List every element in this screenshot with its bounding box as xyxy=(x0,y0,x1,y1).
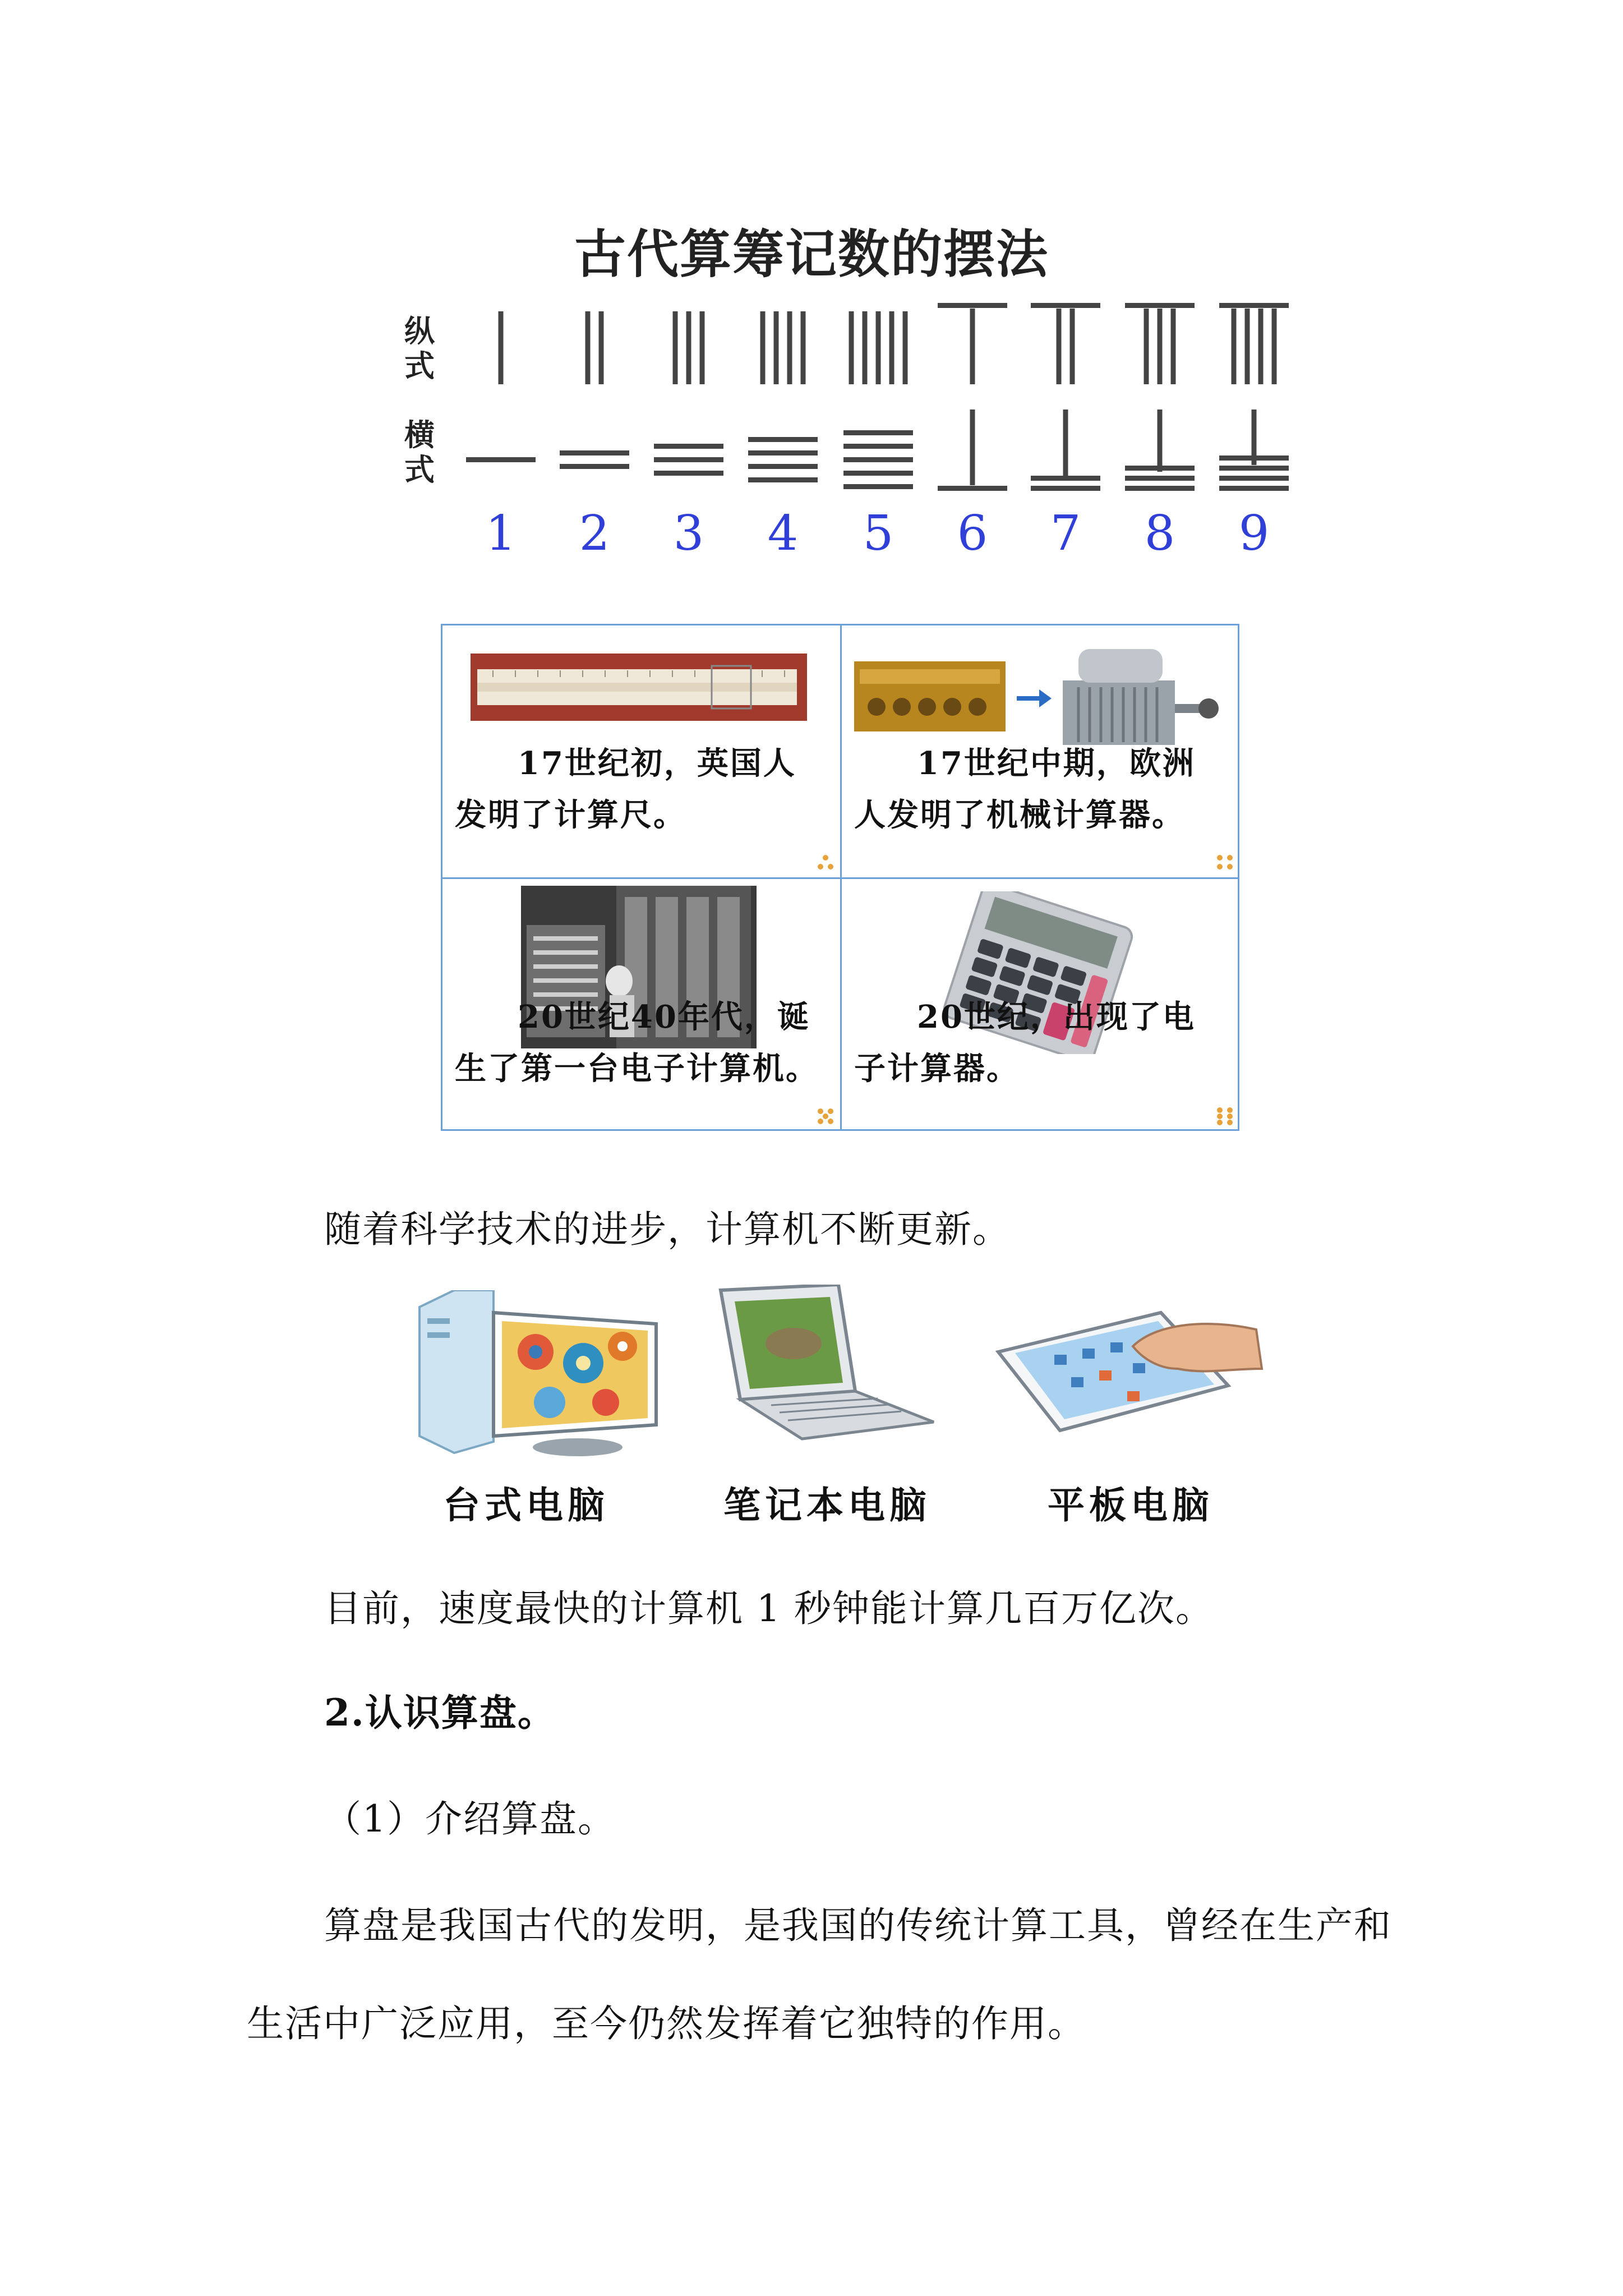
horizontal-rod-2 xyxy=(560,450,629,455)
horizontal-rod-9 xyxy=(1219,455,1289,461)
vertical-rod-5 xyxy=(863,311,868,384)
vertical-rod-5 xyxy=(849,311,854,384)
digit-label-9: 9 xyxy=(1238,505,1270,562)
slide-rule-image xyxy=(471,654,807,721)
vertical-rod-4 xyxy=(760,311,766,384)
horizontal-rod-5 xyxy=(843,457,913,462)
corner-dots-icon xyxy=(817,1107,834,1125)
mechanical-calculator-image xyxy=(854,642,1235,749)
horizontal-rod-9 xyxy=(1219,466,1289,471)
progress-paragraph: 随着科学技术的进步，计算机不断更新。 xyxy=(324,1208,1011,1251)
horizontal-rod-7 xyxy=(1031,486,1100,491)
cell-4-line1: 20世纪，出现了电 xyxy=(917,999,1196,1036)
vertical-rod-3 xyxy=(686,311,691,384)
tablet-label: 平板电脑 xyxy=(1048,1483,1214,1527)
horizontal-rod-4 xyxy=(748,450,818,455)
history-cell-eniac xyxy=(442,879,840,1131)
horizontal-rod-2 xyxy=(560,464,629,469)
vertical-rod-bar-8 xyxy=(1125,303,1195,308)
horizontal-rod-5 xyxy=(843,471,913,476)
vertical-rod-7 xyxy=(1070,309,1075,384)
subheading: （1）介绍算盘。 xyxy=(324,1797,616,1841)
vertical-label: 纵 式 xyxy=(404,314,435,384)
horizontal-rod-8 xyxy=(1125,486,1195,491)
horizontal-rod-8 xyxy=(1125,466,1195,471)
horizontal-label: 横 式 xyxy=(404,417,435,487)
vertical-rod-5 xyxy=(876,311,881,384)
vertical-rod-3 xyxy=(673,311,678,384)
digit-label-7: 7 xyxy=(1050,505,1081,562)
horizontal-rod-stem-7 xyxy=(1063,409,1068,478)
vertical-rod-8 xyxy=(1171,309,1176,384)
vertical-rod-bar-6 xyxy=(938,303,1007,308)
vertical-rod-4 xyxy=(787,311,792,384)
cell-2-line2: 人发明了机械计算器。 xyxy=(854,797,1185,834)
digit-label-8: 8 xyxy=(1144,505,1175,562)
rods-title: 古代算筹记数的摆法 xyxy=(574,224,1049,284)
tablet-image xyxy=(993,1307,1267,1436)
history-cell-mechanical-calculator xyxy=(842,625,1239,877)
digit-label-1: 1 xyxy=(485,505,517,562)
laptop-image xyxy=(709,1285,945,1458)
vertical-rod-4 xyxy=(774,311,779,384)
vertical-rod-9 xyxy=(1272,309,1277,384)
horizontal-rod-stem-6 xyxy=(970,409,975,485)
horizontal-rod-9 xyxy=(1219,486,1289,491)
cell-2-line1: 17世纪中期，欧洲 xyxy=(917,745,1196,782)
history-cell-slide-rule xyxy=(442,625,840,877)
vertical-rod-7 xyxy=(1057,309,1062,384)
digit-label-2: 2 xyxy=(579,505,610,562)
corner-dots-icon xyxy=(1216,854,1234,872)
horizontal-rod-5 xyxy=(843,484,913,489)
horizontal-rod-7 xyxy=(1031,476,1100,481)
vertical-rod-8 xyxy=(1158,309,1163,384)
digit-label-6: 6 xyxy=(957,505,988,562)
horizontal-rod-4 xyxy=(748,464,818,469)
cell-1-line1: 17世纪初，英国人 xyxy=(518,745,796,782)
horizontal-rod-4 xyxy=(748,477,818,482)
desktop-label: 台式电脑 xyxy=(443,1483,609,1527)
vertical-rods-row xyxy=(499,303,1289,384)
digit-label-5: 5 xyxy=(863,505,894,562)
vertical-rod-9 xyxy=(1245,309,1250,384)
horizontal-rod-stem-8 xyxy=(1158,409,1163,472)
vertical-rod-5 xyxy=(903,311,908,384)
vertical-rod-1 xyxy=(499,311,504,384)
vertical-rod-9 xyxy=(1258,309,1264,384)
history-cell-electronic-calculator xyxy=(842,879,1239,1131)
horizontal-rod-3 xyxy=(654,471,723,476)
horizontal-rod-5 xyxy=(843,430,913,435)
horizontal-rod-6 xyxy=(938,486,1007,491)
horizontal-rod-9 xyxy=(1219,476,1289,481)
computing-history-grid xyxy=(441,624,1239,1131)
horizontal-rods-row xyxy=(466,409,1289,491)
horizontal-rod-5 xyxy=(843,444,913,449)
vertical-rod-bar-9 xyxy=(1219,303,1289,308)
digit-labels-row xyxy=(486,505,1270,562)
counting-rods-figure xyxy=(0,0,1623,589)
horizontal-rod-3 xyxy=(654,444,723,449)
speed-paragraph: 目前，速度最快的计算机 1 秒钟能计算几百万亿次。 xyxy=(324,1587,1214,1630)
corner-dots-icon xyxy=(1216,1107,1234,1125)
abacus-paragraph-line1: 算盘是我国古代的发明，是我国的传统计算工具，曾经在生产和 xyxy=(324,1904,1392,1947)
horizontal-rod-4 xyxy=(748,437,818,442)
horizontal-rod-1 xyxy=(466,457,536,462)
vertical-rod-6 xyxy=(970,309,975,384)
vertical-rod-8 xyxy=(1144,309,1149,384)
digit-label-4: 4 xyxy=(767,505,799,562)
vertical-rod-3 xyxy=(700,311,705,384)
section-heading: 2.认识算盘。 xyxy=(324,1691,556,1734)
vertical-rod-5 xyxy=(889,311,895,384)
horizontal-rod-8 xyxy=(1125,476,1195,481)
vertical-rod-9 xyxy=(1232,309,1237,384)
corner-dots-icon xyxy=(817,854,834,872)
cell-3-line2: 生了第一台电子计算机。 xyxy=(455,1050,819,1087)
arrow-right-icon xyxy=(1017,689,1052,707)
abacus-paragraph-line2: 生活中广泛应用，至今仍然发挥着它独特的作用。 xyxy=(247,2002,1086,2045)
vertical-rod-4 xyxy=(801,311,806,384)
vertical-rod-2 xyxy=(599,311,604,384)
horizontal-rod-3 xyxy=(654,457,723,462)
cell-4-line2: 子计算器。 xyxy=(854,1050,1020,1087)
cell-1-line2: 发明了计算尺。 xyxy=(455,797,686,834)
vertical-rod-bar-7 xyxy=(1031,303,1100,308)
digit-label-3: 3 xyxy=(673,505,704,562)
desktop-computer-image xyxy=(415,1290,707,1458)
laptop-label: 笔记本电脑 xyxy=(723,1483,931,1527)
cell-3-line1: 20世纪40年代，诞 xyxy=(518,999,810,1036)
vertical-rod-2 xyxy=(585,311,591,384)
